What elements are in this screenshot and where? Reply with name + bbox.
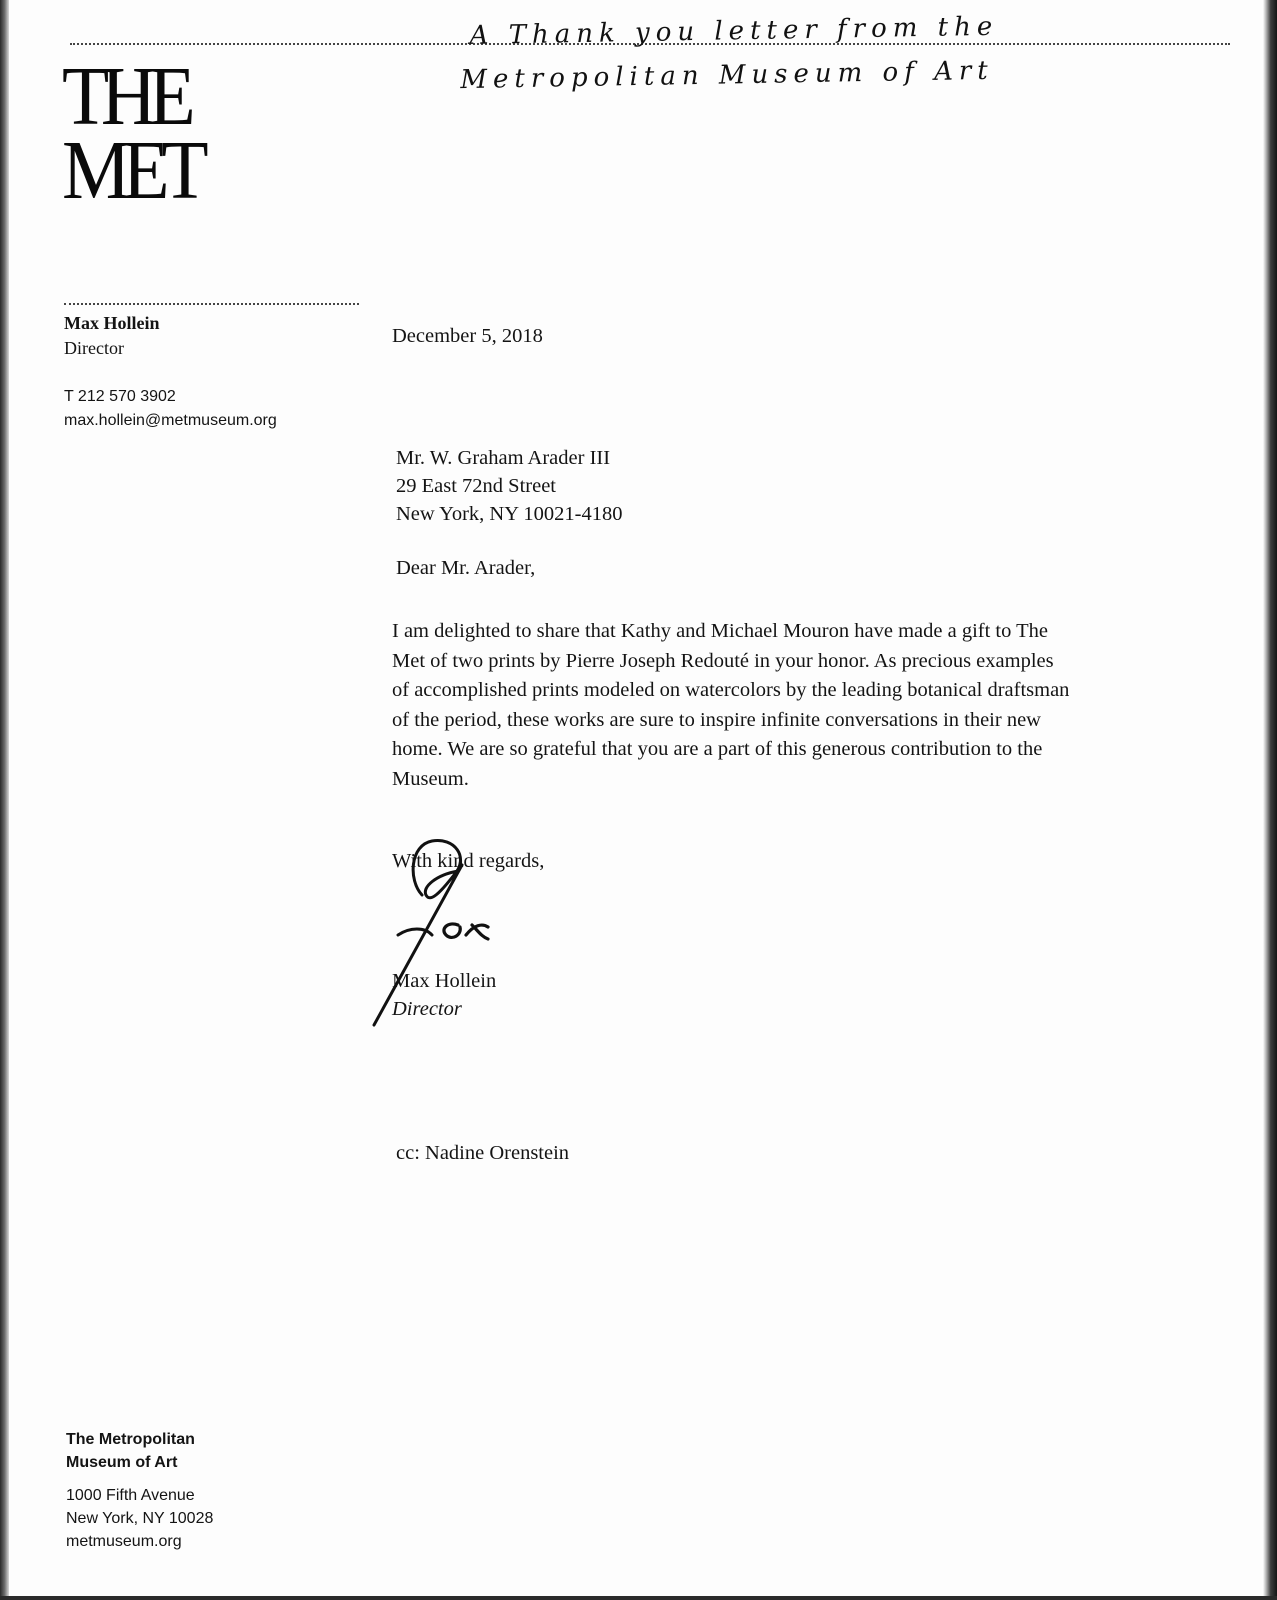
handwritten-line-2: Metropolitan Museum of Art xyxy=(460,55,994,96)
sender-divider xyxy=(64,303,359,305)
salutation: Dear Mr. Arader, xyxy=(396,557,536,579)
footer-org-line-2: Museum of Art xyxy=(66,1454,178,1471)
recipient-address xyxy=(396,444,622,528)
footer-website: metmuseum.org xyxy=(66,1533,182,1550)
letter-date: December 5, 2018 xyxy=(392,325,543,347)
letter-body: I am delighted to share that Kathy and Michael Mouron have made a gift to The Met of two prints by Pierre Joseph Redouté in your honor. As precious examples of accomplished prints modeled on watercolors by the leading botanical draftsman of the period, these works are sure to inspire infinite conversations in their new home. We are so grateful that you are a part of this generous contribution to the Museum. xyxy=(392,620,1070,790)
sender-contact xyxy=(64,385,364,433)
signer-title: Director xyxy=(392,998,462,1020)
handwritten-annotation xyxy=(439,2,1180,105)
sender-phone: T 212 570 3902 xyxy=(64,388,176,405)
logo-line-1: THE xyxy=(62,50,188,143)
recipient-name: Mr. W. Graham Arader III xyxy=(396,447,611,469)
sender-name: Max Hollein xyxy=(64,313,160,333)
logo-line-2: MET xyxy=(62,124,201,217)
recipient-street: 29 East 72nd Street xyxy=(396,475,556,497)
signature-icon xyxy=(370,835,510,1030)
scan-edge-bottom xyxy=(0,1596,1277,1600)
met-logo xyxy=(62,50,209,217)
footer-org-line-1: The Metropolitan xyxy=(66,1431,195,1448)
scan-edge-right xyxy=(1263,0,1277,1600)
handwritten-line-1: A Thank you letter from the xyxy=(469,11,999,51)
footer-address-line-2: New York, NY 10028 xyxy=(66,1510,214,1527)
recipient-city: New York, NY 10021-4180 xyxy=(396,503,623,525)
closing: With kind regards, xyxy=(392,850,545,872)
sender-title: Director xyxy=(64,338,124,358)
scan-edge-left xyxy=(0,0,9,1600)
footer-address-line-1: 1000 Fifth Avenue xyxy=(66,1487,195,1504)
sender-email: max.hollein@metmuseum.org xyxy=(64,412,277,429)
sender-block xyxy=(64,311,364,361)
museum-footer xyxy=(66,1428,366,1553)
cc-line: cc: Nadine Orenstein xyxy=(396,1142,570,1164)
signer-name: Max Hollein xyxy=(392,970,497,992)
